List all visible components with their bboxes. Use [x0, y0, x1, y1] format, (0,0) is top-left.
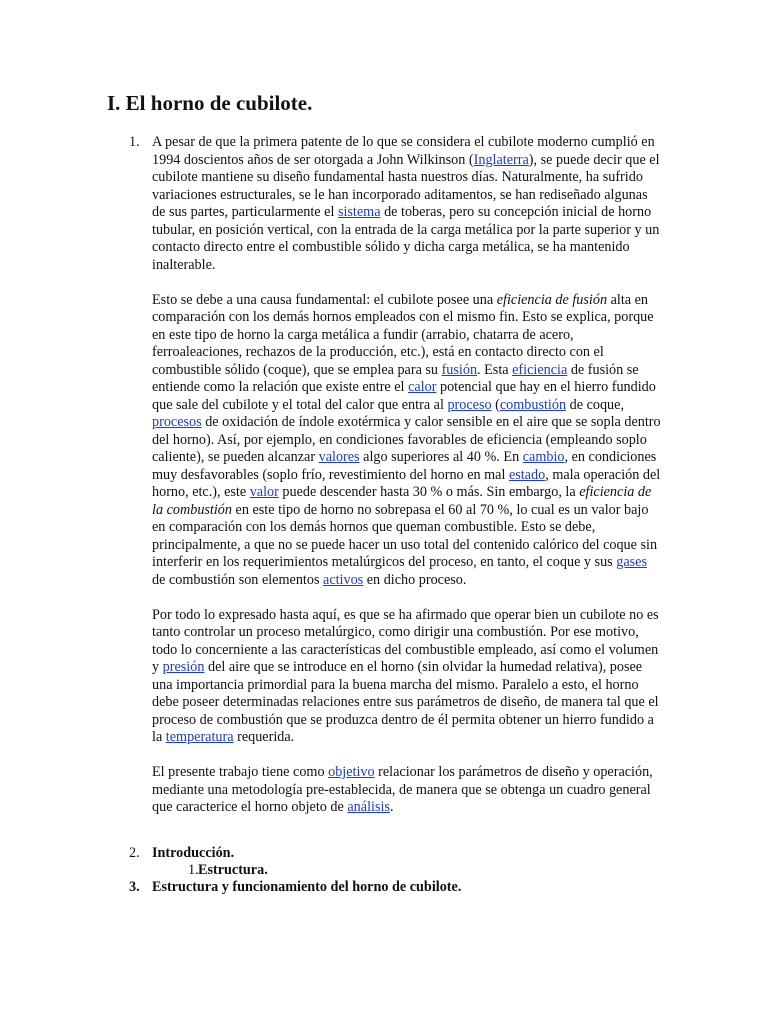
- text: en este tipo de horno no sobrepasa el 60 al 70 %, lo cual es un valor bajo en comparación con los demás hornos que queman combustible. Esto se debe, principalmente, a que no se puede hacer un uso total del contenido calórico del coque sin interferir en los requerimientos metalúrgicos del proceso, en tanto, el coque y sus: [152, 501, 658, 570]
- text: del aire que se introduce en el horno (sin olvidar la humedad relativa), posee una importancia primordial para la buena marcha del mismo. Paralelo a esto, el horno debe poseer determinadas relaciones entre sus parámetros de diseño, de manera tal que el proceso de combustión que se produzca dentro de él permita obtener un hierro fundido a la: [152, 659, 659, 745]
- text: de combustión son elementos: [152, 571, 324, 588]
- text: potencial que hay en el hierro fundido que sale del cubilote y el total del calor que entra al: [152, 379, 656, 413]
- text: El presente trabajo tiene como: [152, 764, 329, 780]
- paragraph-3: [152, 607, 662, 747]
- text: de fusión se entiende como la relación que existe entre el: [152, 361, 639, 395]
- link-inglaterra[interactable]: Inglaterra: [473, 151, 529, 168]
- italic-term: eficiencia de fusión: [496, 291, 608, 308]
- italic-term: eficiencia de la combustión: [152, 484, 652, 518]
- link-calor[interactable]: calor: [408, 379, 437, 395]
- paragraph-4: [152, 764, 662, 817]
- link-analisis[interactable]: análisis: [347, 799, 390, 815]
- text: puede descender hasta 30 % o más. Sin embargo, la: [278, 484, 580, 500]
- link-proceso[interactable]: proceso: [447, 396, 492, 413]
- text: Esto se debe a una causa fundamental: el cubilote posee una: [152, 291, 497, 308]
- link-combustion[interactable]: combustión: [499, 396, 567, 413]
- text: , en condiciones muy desfavorables (soplo frío, revestimiento del horno en mal: [152, 449, 657, 483]
- link-gases[interactable]: gases: [616, 554, 647, 570]
- text: de oxidación de índole exotérmica y calor sensible en el aire que se sopla dentro del horno). Así, por ejemplo, en condiciones favorables de eficiencia (empleando soplo caliente), se pueden alcanzar: [152, 414, 661, 465]
- link-valor[interactable]: valor: [249, 484, 279, 500]
- text: algo superiores al 40 %. En: [359, 449, 523, 465]
- link-presion[interactable]: presión: [162, 659, 205, 675]
- list-number: 2.: [129, 845, 140, 861]
- text: ), se puede decir que el cubilote mantiene su diseño fundamental hasta nuestros días. Naturalmente, ha sufrido variaciones estructurales, se le han incorporado aditamentos, se han rediseñado algunas de sus partes, particularmente el: [152, 151, 660, 220]
- paragraph-2: [152, 292, 662, 590]
- text: (: [491, 396, 500, 413]
- text: requerida.: [233, 729, 295, 745]
- link-temperatura[interactable]: temperatura: [165, 729, 234, 745]
- list-item-label: Estructura y funcionamiento del horno de cubilote.: [152, 879, 462, 895]
- document-title: I. El horno de cubilote.: [107, 91, 313, 115]
- link-eficiencia[interactable]: eficiencia: [512, 361, 568, 378]
- text: . Esta: [477, 361, 513, 378]
- text: relacionar los parámetros de diseño y operación, mediante una metodología pre-establecida, de manera que se obtenga un cuadro general que caracterice el horno objeto de: [152, 764, 653, 815]
- list-number: 1.: [188, 862, 199, 878]
- text: .: [389, 799, 394, 815]
- link-fusion[interactable]: fusión: [441, 361, 478, 378]
- link-objetivo[interactable]: objetivo: [328, 764, 375, 780]
- paragraph-1: [152, 134, 662, 274]
- text: Por todo lo expresado hasta aquí, es que se ha afirmado que operar bien un cubilote no es tanto controlar un proceso metalúrgico, como dirigir una combustión. Por ese motivo, todo lo concerniente a las características del combustible empleado, así como el volumen y: [152, 606, 659, 675]
- link-valores[interactable]: valores: [318, 449, 360, 465]
- link-activos[interactable]: activos: [323, 571, 364, 588]
- text: , mala operación del horno, etc.), este: [152, 466, 661, 500]
- link-cambio[interactable]: cambio: [522, 449, 565, 465]
- link-estado[interactable]: estado: [508, 466, 546, 483]
- list-item-label: Estructura.: [198, 862, 268, 878]
- text: de coque,: [566, 396, 624, 413]
- list-item-body: [152, 134, 662, 817]
- text: alta en comparación con los demás hornos empleados con el mismo fin. Esto se explica, porque en este tipo de horno la carga metálica a fundir (arrabio, chatarra de acero, ferroaleaciones, rechazos de la producción, etc.), está en contacto directo con el combustible sólido (coque), que se emplea para su: [152, 291, 654, 378]
- text: A pesar de que la primera patente de lo que se considera el cubilote moderno cumplió en 1994 doscientos años de ser otorgada a John Wilkinson (: [152, 134, 655, 168]
- list-number: 1.: [129, 134, 140, 150]
- text: de toberas, pero su concepción inicial de horno tubular, en posición vertical, con la entrada de la carga metálica por la parte superior y un contacto directo entre el combustible sólido y dicha carga metálica, se ha mantenido inalterable.: [152, 204, 660, 273]
- list-number: 3.: [129, 879, 140, 895]
- list-item-label: Introducción.: [152, 845, 235, 861]
- text: en dicho proceso.: [363, 571, 467, 588]
- link-procesos[interactable]: procesos: [152, 414, 202, 430]
- link-sistema[interactable]: sistema: [337, 204, 381, 220]
